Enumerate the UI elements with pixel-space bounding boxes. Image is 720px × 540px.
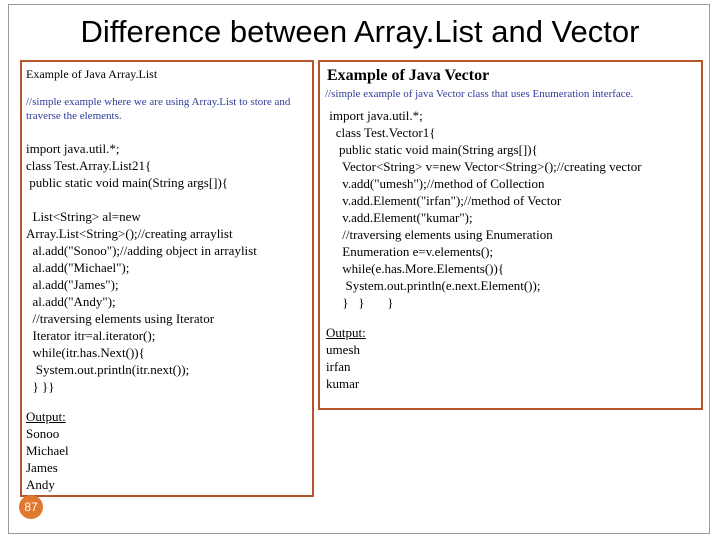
arraylist-output-label: Output:	[26, 409, 66, 424]
output-line: kumar	[326, 376, 360, 391]
output-line: Michael	[26, 443, 69, 458]
output-line: Andy	[26, 477, 55, 492]
arraylist-comment: //simple example where we are using Array.List to store and traverse the elements.	[26, 96, 291, 122]
vector-output	[326, 324, 366, 392]
arraylist-heading: Example of Java Array.List	[26, 67, 158, 81]
arraylist-code: import java.util.*; class Test.Array.List21{ public static void main(String args[]){ List<String> al=new Array.List<String>();//creating arraylist al.add("Sonoo");//adding object in arraylist al.add("Michael"); al.add("James"); al.add("Andy"); //traversing elements using Iterator Iterator itr=al.iterator(); while(itr.has.Next()){ System.out.println(itr.next()); } }}	[26, 141, 257, 394]
output-line: irfan	[326, 359, 351, 374]
output-line: Sonoo	[26, 426, 60, 441]
vector-heading: Example of Java Vector	[327, 67, 490, 84]
vector-code: import java.util.*; class Test.Vector1{ public static void main(String args[]){ Vector<String> v=new Vector<String>();//creating vector v.add("umesh");//method of Collection v.add.Element("irfan");//method of Vector v.add.Element("kumar"); //traversing elements using Enumeration Enumeration e=v.elements(); while(e.has.More.Elements()){ System.out.println(e.next.Element()); } } }	[329, 108, 642, 310]
vector-comment: //simple example of java Vector class that uses Enumeration interface.	[325, 88, 634, 100]
output-line: umesh	[326, 342, 360, 357]
arraylist-output	[26, 408, 69, 493]
slide-title: Difference between Array.List and Vector	[80, 14, 640, 49]
page-number-badge: 87	[19, 495, 43, 519]
vector-output-label: Output:	[326, 325, 366, 340]
arraylist-example-panel	[20, 60, 314, 497]
vector-example-panel	[318, 60, 703, 410]
output-line: James	[26, 460, 58, 475]
